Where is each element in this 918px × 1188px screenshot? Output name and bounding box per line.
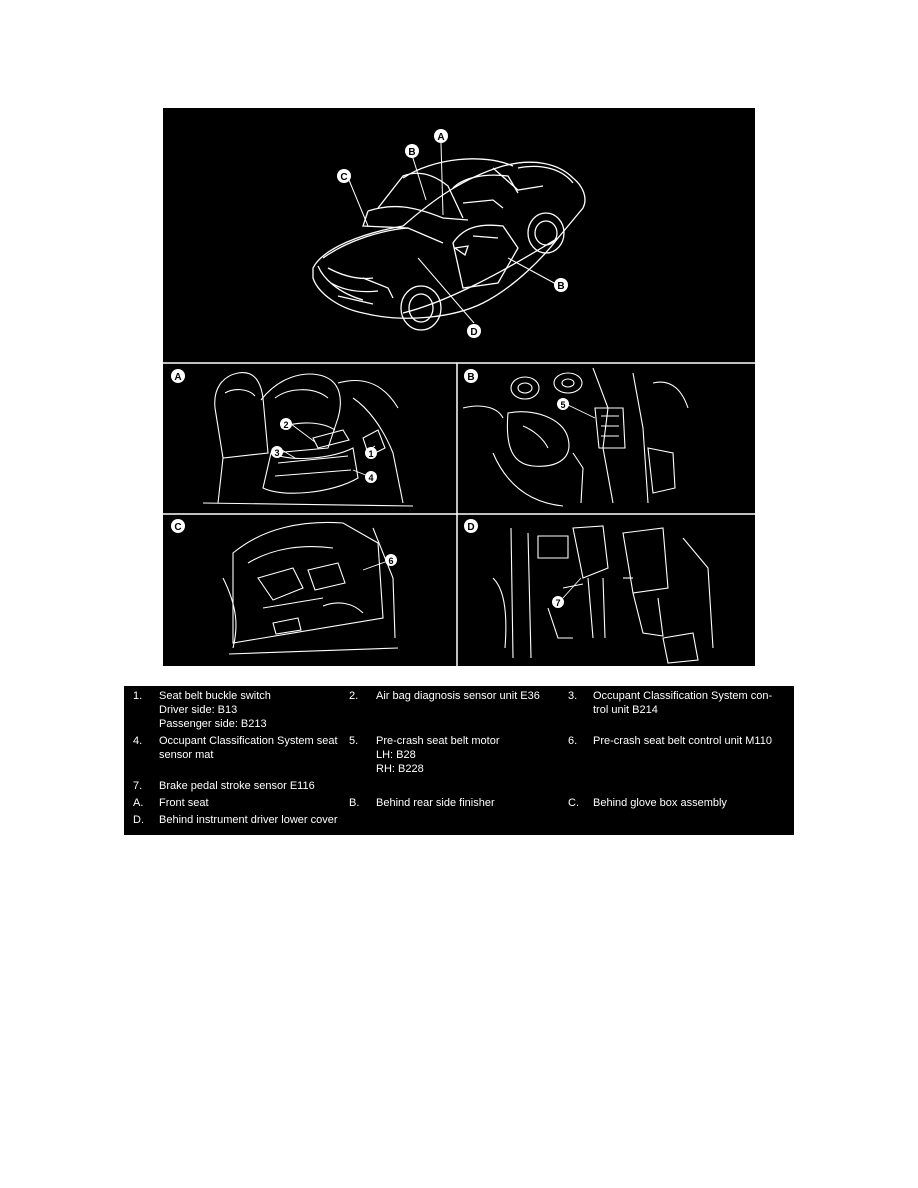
svg-text:6: 6 [388, 556, 394, 566]
callout-main-b-side [554, 278, 568, 292]
component-location-diagram [163, 108, 755, 666]
legend-text: Pre-crash seat belt motor LH: B28 RH: B228 [376, 735, 500, 775]
callout-4 [365, 471, 377, 483]
callout-main-c [337, 169, 351, 183]
callout-3 [271, 446, 283, 458]
legend-text [593, 778, 794, 795]
callout-1 [365, 447, 377, 459]
legend-number: 3. [568, 690, 578, 702]
panel-a-letter-callout [171, 369, 185, 383]
svg-text:C: C [340, 172, 348, 183]
svg-text:7: 7 [555, 598, 561, 608]
legend-number [568, 778, 593, 795]
callout-main-d [467, 324, 481, 338]
legend-number: 2. [349, 690, 359, 702]
legend-number: B. [349, 797, 360, 809]
legend-number: 1. [133, 690, 143, 702]
svg-text:D: D [470, 327, 478, 338]
legend-text: Behind rear side finisher [376, 797, 495, 809]
legend-text: Brake pedal stroke sensor E116 [159, 780, 315, 792]
legend-number [349, 778, 376, 795]
panel-d-letter-callout [464, 519, 478, 533]
legend-grid [124, 688, 794, 829]
legend-text [376, 778, 568, 795]
diagram-svg [163, 108, 755, 666]
legend-text: Occupant Classification System con- trol unit B214 [593, 690, 773, 716]
legend-number: 7. [133, 780, 143, 792]
svg-text:B: B [467, 372, 475, 383]
svg-text:1: 1 [368, 449, 374, 459]
legend-text: Behind instrument driver lower cover [159, 814, 338, 826]
svg-text:A: A [174, 372, 182, 383]
legend-number: 5. [349, 735, 359, 747]
svg-text:D: D [467, 522, 475, 533]
legend-row [124, 733, 794, 778]
callout-6 [385, 554, 397, 566]
callout-5 [557, 398, 569, 410]
legend-number: D. [133, 814, 144, 826]
svg-text:5: 5 [560, 400, 566, 410]
svg-text:B: B [557, 281, 565, 292]
legend-number [568, 812, 593, 829]
svg-text:B: B [408, 147, 416, 158]
callout-7 [552, 596, 564, 608]
legend-table [124, 686, 794, 835]
panel-c-letter-callout [171, 519, 185, 533]
svg-text:3: 3 [274, 448, 280, 458]
legend-row [124, 778, 794, 795]
svg-text:2: 2 [283, 420, 289, 430]
svg-text:A: A [437, 132, 445, 143]
svg-text:4: 4 [368, 473, 374, 483]
legend-text: Air bag diagnosis sensor unit E36 [376, 690, 540, 702]
svg-text:C: C [174, 522, 182, 533]
legend-number: 6. [568, 735, 578, 747]
legend-number: C. [568, 797, 579, 809]
callout-2 [280, 418, 292, 430]
legend-row [124, 795, 794, 812]
legend-number: A. [133, 797, 144, 809]
panel-b-letter-callout [464, 369, 478, 383]
legend-text: Seat belt buckle switch Driver side: B13 Passenger side: B213 [159, 690, 271, 730]
legend-row [124, 812, 794, 829]
legend-text: Behind glove box assembly [593, 797, 727, 809]
callout-main-a [434, 129, 448, 143]
legend-number: 4. [133, 735, 143, 747]
legend-text: Pre-crash seat belt control unit M110 [593, 735, 772, 747]
legend-text: Front seat [159, 797, 209, 809]
legend-text [593, 812, 794, 829]
legend-text: Occupant Classification System seat sensor mat [159, 735, 338, 761]
callout-main-b-top [405, 144, 419, 158]
legend-row [124, 688, 794, 733]
